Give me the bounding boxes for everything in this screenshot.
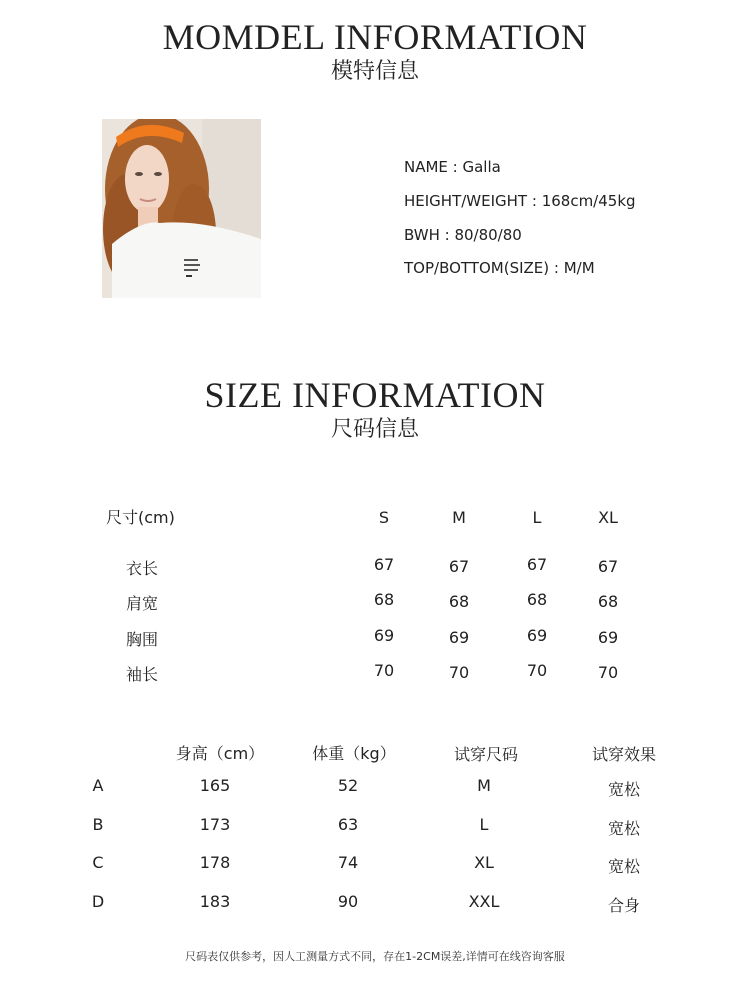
- tryon-size: XXL: [468, 892, 500, 911]
- tryon-effect: 宽松: [607, 780, 640, 799]
- size-cell: 69: [448, 628, 470, 647]
- tryon-effect: 宽松: [607, 857, 640, 876]
- size-cell: 67: [597, 557, 619, 576]
- size-row-label: 衣长: [126, 559, 159, 578]
- tryon-weight: 63: [337, 815, 359, 834]
- size-header-xl: XL: [598, 508, 618, 527]
- model-name: NAME : Galla: [404, 158, 501, 176]
- tryon-size: L: [479, 815, 489, 834]
- tryon-row-id: C: [92, 853, 104, 872]
- size-disclaimer-note: 尺码表仅供参考，因人工测量方式不同，存在1-2CM误差,详情可在线咨询客服: [185, 950, 565, 963]
- tryon-effect: 宽松: [607, 819, 640, 838]
- tryon-height: 173: [199, 815, 231, 834]
- size-section-subtitle: 尺码信息: [330, 417, 419, 442]
- tryon-weight: 74: [337, 853, 359, 872]
- size-cell: 68: [448, 592, 470, 611]
- model-photo: [102, 119, 261, 298]
- size-cell: 67: [526, 555, 548, 574]
- size-header-s: S: [378, 508, 390, 527]
- tryon-header-size: 试穿尺码: [453, 745, 518, 764]
- size-cell: 69: [526, 626, 548, 645]
- size-row-label: 肩宽: [126, 594, 159, 613]
- model-section-title: MOMDEL INFORMATION: [162, 17, 588, 57]
- size-header-l: L: [532, 508, 542, 527]
- tryon-row-id: D: [91, 892, 105, 911]
- size-cell: 70: [597, 663, 619, 682]
- tryon-header-effect: 试穿效果: [591, 745, 656, 764]
- size-cell: 70: [448, 663, 470, 682]
- tryon-size: XL: [474, 853, 494, 872]
- size-cell: 67: [373, 555, 395, 574]
- size-cell: 68: [526, 590, 548, 609]
- size-header-m: M: [452, 508, 466, 527]
- size-cell: 70: [373, 661, 395, 680]
- tryon-height: 183: [199, 892, 231, 911]
- model-section-subtitle: 模特信息: [330, 59, 419, 84]
- size-row-label: 袖长: [126, 665, 159, 684]
- size-cell: 68: [597, 592, 619, 611]
- size-row-label: 胸围: [126, 630, 159, 649]
- tryon-header-height: 身高（cm）: [175, 744, 265, 763]
- tryon-weight: 52: [337, 776, 359, 795]
- tryon-height: 178: [199, 853, 231, 872]
- tryon-weight: 90: [337, 892, 359, 911]
- size-cell: 69: [597, 628, 619, 647]
- tryon-effect: 合身: [607, 896, 640, 915]
- model-size: TOP/BOTTOM(SIZE) : M/M: [404, 259, 595, 277]
- model-height-weight: HEIGHT/WEIGHT : 168cm/45kg: [404, 192, 636, 210]
- tryon-height: 165: [199, 776, 231, 795]
- tryon-row-id: B: [92, 815, 104, 834]
- size-table-header-label: 尺寸(cm): [106, 508, 175, 527]
- size-cell: 67: [448, 557, 470, 576]
- size-cell: 69: [373, 626, 395, 645]
- size-cell: 70: [526, 661, 548, 680]
- tryon-row-id: A: [92, 776, 104, 795]
- tryon-size: M: [477, 776, 491, 795]
- tryon-header-weight: 体重（kg）: [312, 744, 396, 763]
- size-section-title: SIZE INFORMATION: [204, 375, 546, 415]
- model-bwh: BWH : 80/80/80: [404, 226, 522, 244]
- size-cell: 68: [373, 590, 395, 609]
